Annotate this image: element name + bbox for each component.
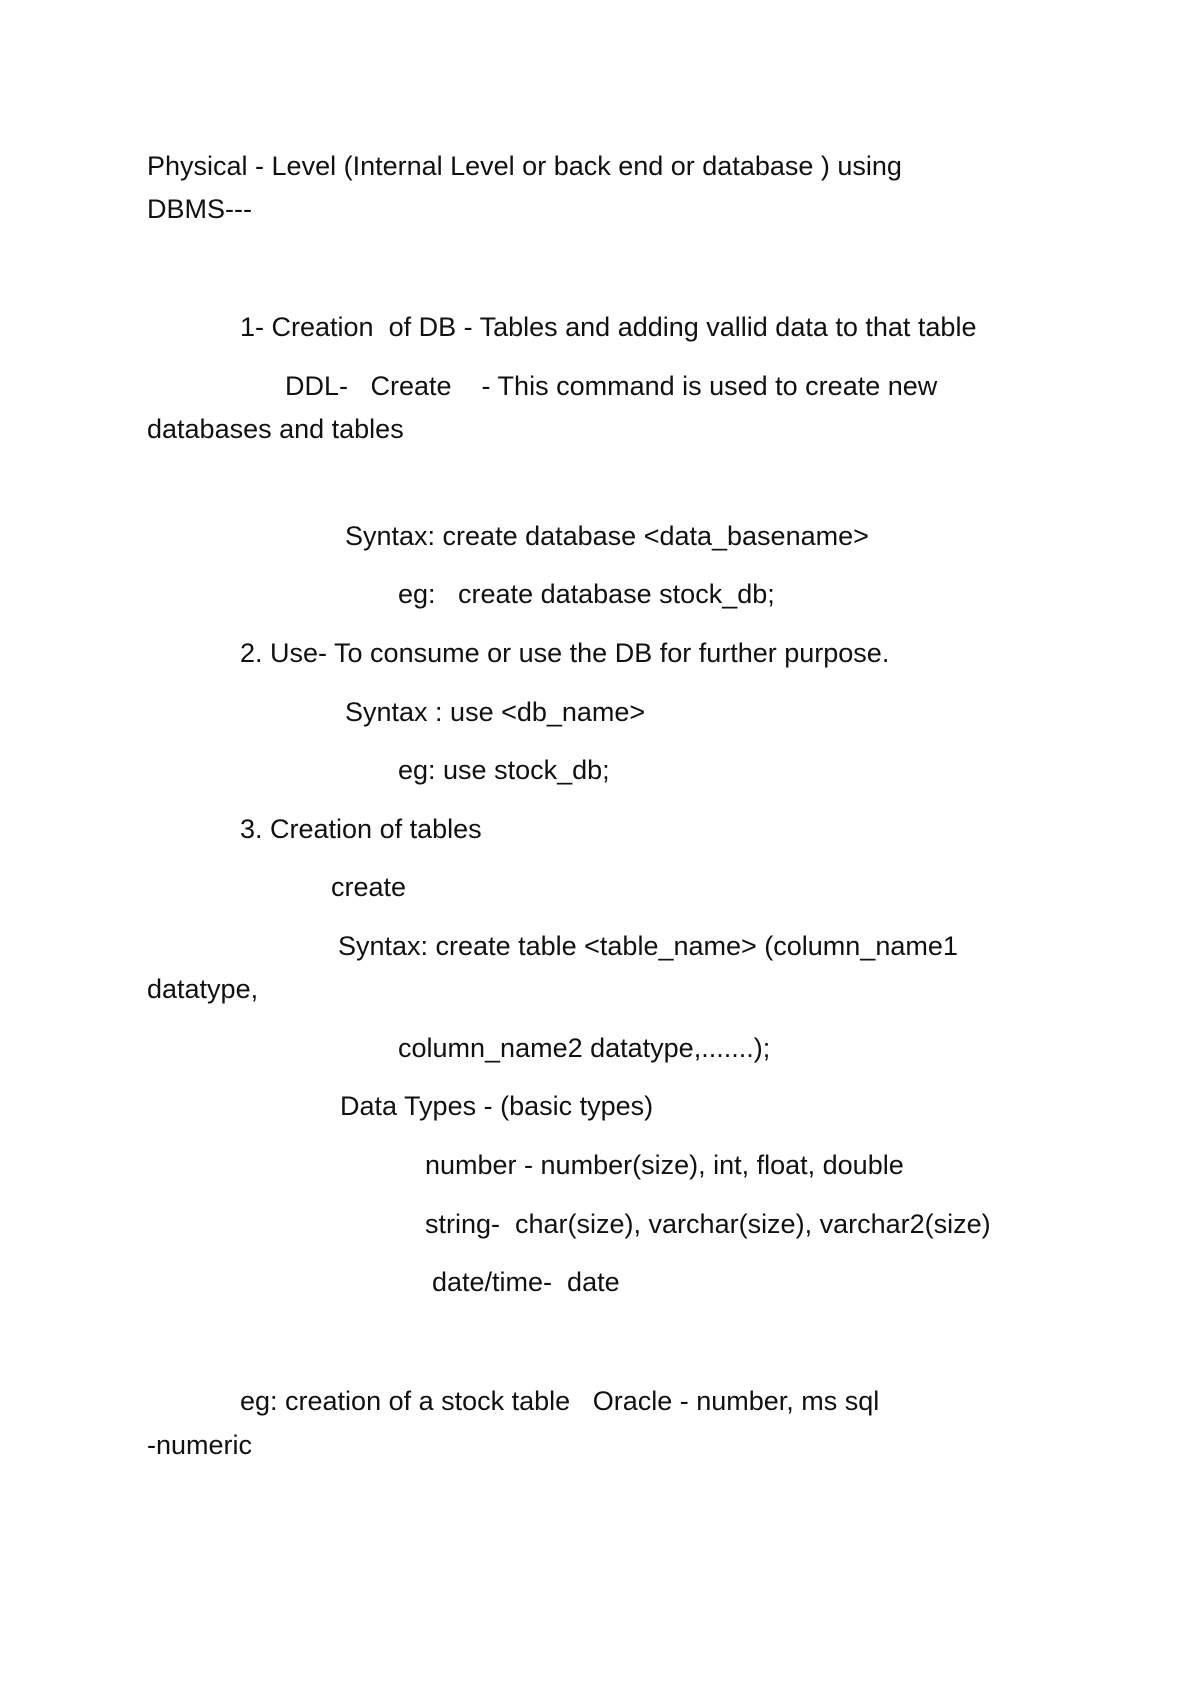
create-keyword: create: [331, 872, 407, 902]
heading-line-1: Physical - Level (Internal Level or back end or database ) using: [147, 151, 902, 181]
step-3-title: 3. Creation of tables: [240, 814, 482, 844]
stock-table-example: eg: creation of a stock table Oracle - number, ms sql: [240, 1386, 880, 1416]
data-type-number: number - number(size), int, float, double: [425, 1150, 904, 1180]
step-2-title: 2. Use- To consume or use the DB for further purpose.: [240, 638, 890, 668]
step-1-title: 1- Creation of DB - Tables and adding vallid data to that table: [240, 312, 977, 342]
create-table-syntax-columns: column_name2 datatype,.......);: [398, 1033, 771, 1063]
create-table-syntax-continued: datatype,: [147, 974, 259, 1004]
stock-table-example-continued: -numeric: [147, 1430, 253, 1460]
create-database-example: eg: create database stock_db;: [398, 579, 775, 609]
create-table-syntax: Syntax: create table <table_name> (column_name1: [338, 931, 958, 961]
heading-line-2: DBMS---: [147, 194, 252, 224]
data-type-date-time: date/time- date: [432, 1267, 620, 1297]
ddl-create-description-continued: databases and tables: [147, 414, 404, 444]
ddl-create-description: DDL- Create - This command is used to create new: [285, 371, 938, 401]
use-syntax: Syntax : use <db_name>: [345, 697, 646, 727]
create-database-syntax: Syntax: create database <data_basename>: [345, 521, 869, 551]
data-types-title: Data Types - (basic types): [340, 1091, 654, 1121]
data-type-string: string- char(size), varchar(size), varchar2(size): [425, 1209, 991, 1239]
use-example: eg: use stock_db;: [398, 755, 610, 785]
